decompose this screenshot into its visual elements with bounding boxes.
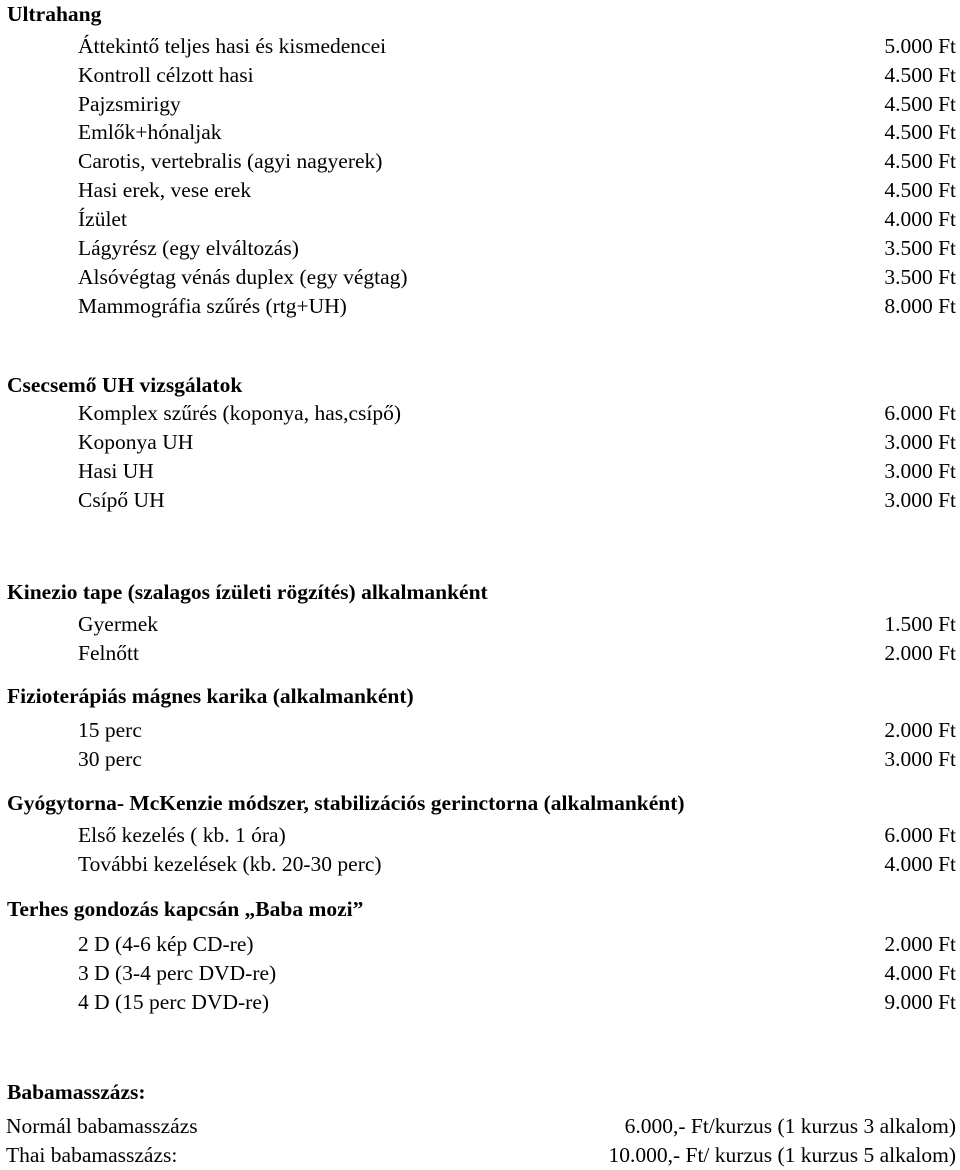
price-row	[0, 821, 960, 850]
service-name: Ízület	[78, 207, 127, 231]
price-row	[0, 147, 960, 176]
service-name: 30 perc	[78, 747, 142, 771]
service-price: 4.500 Ft	[884, 63, 956, 87]
service-price: 2.000 Ft	[884, 718, 956, 742]
service-price: 4.000 Ft	[884, 852, 956, 876]
price-row	[0, 32, 960, 61]
price-row	[0, 399, 960, 428]
service-name: 15 perc	[78, 718, 142, 742]
price-row	[0, 118, 960, 147]
service-price: 2.000 Ft	[884, 932, 956, 956]
service-name: Pajzsmirigy	[78, 92, 181, 116]
service-price: 4.500 Ft	[884, 149, 956, 173]
service-price: 6.000 Ft	[884, 823, 956, 847]
service-name: 4 D (15 perc DVD-re)	[78, 990, 270, 1014]
section-heading-row	[0, 682, 960, 711]
service-price: 10.000,- Ft/ kurzus (1 kurzus 5 alkalom)	[608, 1143, 956, 1167]
service-price: 3.000 Ft	[884, 488, 956, 512]
service-price: 2.000 Ft	[884, 641, 956, 665]
service-name: Mammográfia szűrés (rtg+UH)	[78, 294, 347, 318]
price-row	[0, 959, 960, 988]
price-row	[0, 850, 960, 879]
service-price: 6.000 Ft	[884, 401, 956, 425]
price-row	[0, 61, 960, 90]
section-heading-row	[0, 895, 960, 924]
price-row	[0, 1141, 960, 1170]
section-heading-row	[0, 371, 960, 400]
service-price: 3.000 Ft	[884, 747, 956, 771]
service-name: Komplex szűrés (koponya, has,csípő)	[78, 401, 402, 425]
service-price: 8.000 Ft	[884, 294, 956, 318]
service-price: 4.000 Ft	[884, 207, 956, 231]
service-name: Lágyrész (egy elváltozás)	[78, 236, 299, 260]
service-price: 9.000 Ft	[884, 990, 956, 1014]
service-name: Thai babamasszázs:	[6, 1143, 178, 1167]
price-row	[0, 988, 960, 1017]
service-price: 5.000 Ft	[884, 34, 956, 58]
service-name: Hasi erek, vese erek	[78, 178, 252, 202]
price-row	[0, 205, 960, 234]
section-heading-row	[0, 789, 960, 818]
section-heading: Terhes gondozás kapcsán „Baba mozi”	[7, 897, 364, 921]
service-price: 1.500 Ft	[884, 612, 956, 636]
price-row	[0, 639, 960, 668]
service-name: Normál babamasszázs	[6, 1114, 198, 1138]
service-name: Felnőtt	[78, 641, 139, 665]
service-name: Kontroll célzott hasi	[78, 63, 254, 87]
section-heading: Ultrahang	[7, 2, 102, 26]
price-row	[0, 716, 960, 745]
service-name: Első kezelés ( kb. 1 óra)	[78, 823, 286, 847]
price-row	[0, 234, 960, 263]
price-row	[0, 610, 960, 639]
price-row	[0, 292, 960, 321]
service-price: 3.000 Ft	[884, 459, 956, 483]
price-row	[0, 486, 960, 515]
section-heading: Csecsemő UH vizsgálatok	[7, 373, 243, 397]
section-heading: Babamasszázs:	[7, 1080, 146, 1104]
section-heading-row	[0, 578, 960, 607]
price-row	[0, 745, 960, 774]
service-name: Carotis, vertebralis (agyi nagyerek)	[78, 149, 383, 173]
service-name: 3 D (3-4 perc DVD-re)	[78, 961, 277, 985]
section-heading-row	[0, 1078, 960, 1107]
service-name: Csípő UH	[78, 488, 165, 512]
price-row	[0, 930, 960, 959]
service-price: 3.500 Ft	[884, 265, 956, 289]
section-heading: Gyógytorna- McKenzie módszer, stabilizációs gerinctorna (alkalmanként)	[7, 791, 685, 815]
price-row	[0, 457, 960, 486]
service-price: 4.500 Ft	[884, 92, 956, 116]
section-heading: Kinezio tape (szalagos ízületi rögzítés) alkalmanként	[7, 580, 488, 604]
service-price: 6.000,- Ft/kurzus (1 kurzus 3 alkalom)	[624, 1114, 956, 1138]
service-price: 3.000 Ft	[884, 430, 956, 454]
service-name: Emlők+hónaljak	[78, 120, 222, 144]
price-row	[0, 263, 960, 292]
service-name: További kezelések (kb. 20-30 perc)	[78, 852, 382, 876]
service-price: 3.500 Ft	[884, 236, 956, 260]
service-name: Hasi UH	[78, 459, 154, 483]
service-price: 4.500 Ft	[884, 120, 956, 144]
price-row	[0, 1112, 960, 1141]
service-name: Áttekintő teljes hasi és kismedencei	[78, 34, 387, 58]
service-price: 4.500 Ft	[884, 178, 956, 202]
service-name: Koponya UH	[78, 430, 194, 454]
section-heading: Fizioterápiás mágnes karika (alkalmanként)	[7, 684, 414, 708]
section-heading-row	[0, 0, 960, 29]
price-row	[0, 428, 960, 457]
service-name: Alsóvégtag vénás duplex (egy végtag)	[78, 265, 408, 289]
price-row	[0, 176, 960, 205]
price-row	[0, 90, 960, 119]
service-name: 2 D (4-6 kép CD-re)	[78, 932, 254, 956]
service-name: Gyermek	[78, 612, 158, 636]
service-price: 4.000 Ft	[884, 961, 956, 985]
